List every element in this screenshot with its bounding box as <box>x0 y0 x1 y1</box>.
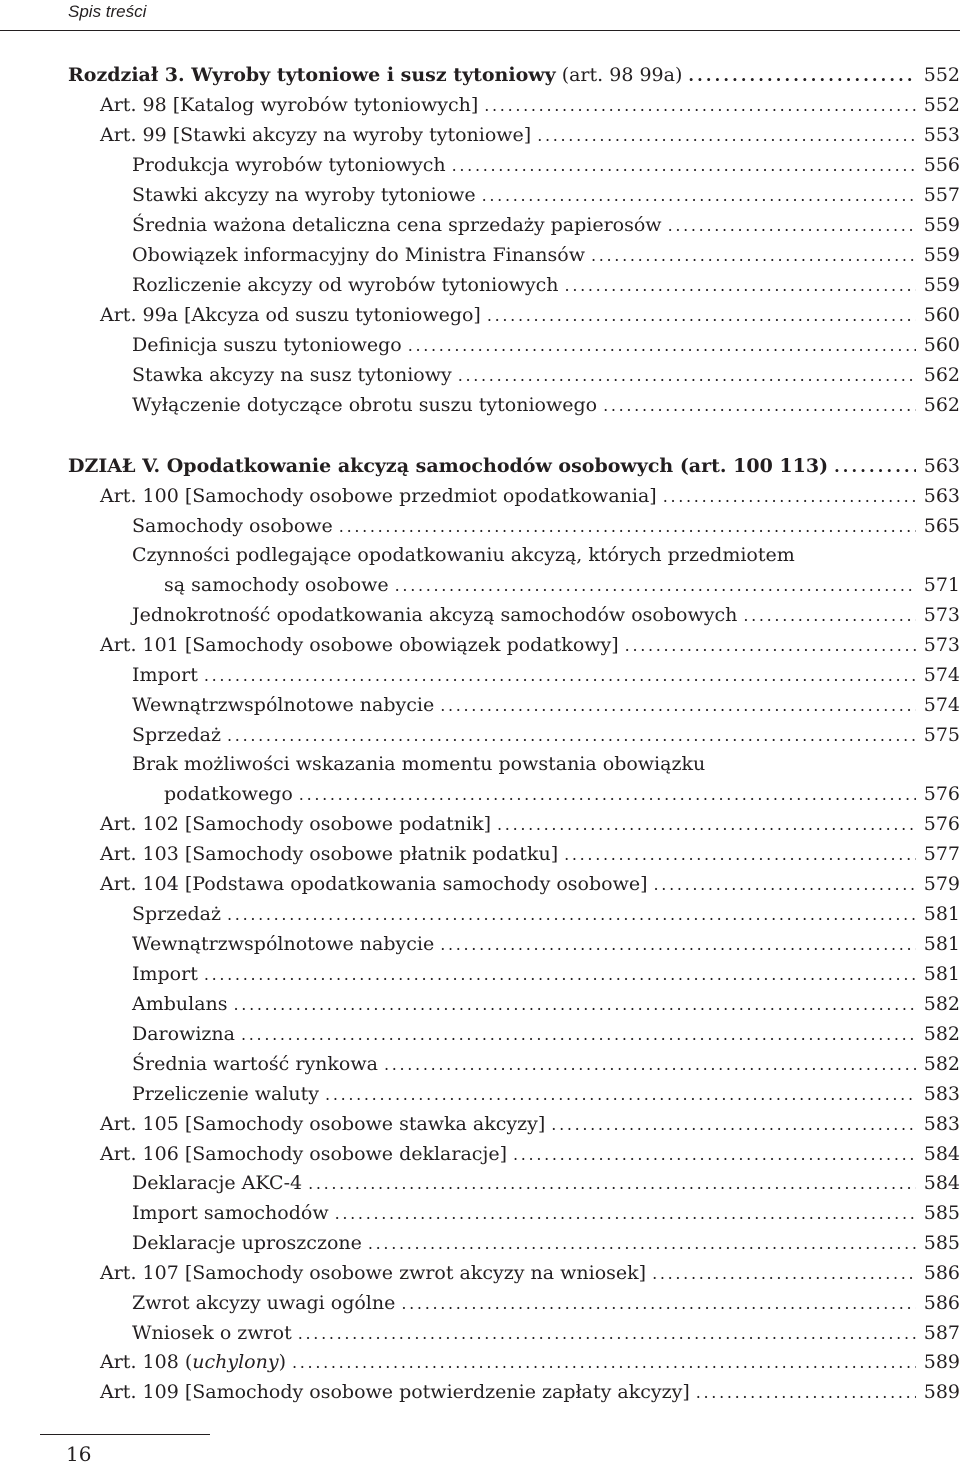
leader-dots <box>408 331 916 361</box>
toc-entry[interactable] <box>100 630 960 660</box>
toc-entry-page: 583 <box>923 1113 960 1135</box>
toc-entry-label: Art. 100 [Samochody osobowe przedmiot opodatkowania] <box>100 485 657 507</box>
toc-entry-label: Import <box>132 664 198 686</box>
toc-entry-page: 552 <box>923 94 960 116</box>
toc-entry-label: Art. 101 [Samochody osobowe obowiązek podatkowy] <box>100 634 619 656</box>
toc-entry-label: Zwrot akcyzy uwagi ogólne <box>132 1292 396 1314</box>
toc-entry-label: Art. 104 [Podstawa opodatkowania samochody osobowe] <box>100 873 648 895</box>
leader-dots <box>384 1050 916 1080</box>
toc-entry-page: 559 <box>923 244 960 266</box>
leader-dots <box>834 452 916 482</box>
leader-dots <box>204 960 916 990</box>
toc-entry[interactable] <box>132 660 960 690</box>
leader-dots <box>688 61 916 91</box>
toc-entry[interactable] <box>132 511 960 541</box>
toc-entry-page: 586 <box>923 1292 960 1314</box>
toc-entry-page: 576 <box>923 783 960 805</box>
toc-entry-label: Sprzedaż <box>132 724 222 746</box>
toc-entry-label: Wewnątrzwspólnotowe nabycie <box>132 933 435 955</box>
toc-entry-label: Wniosek o zwrot <box>132 1322 292 1344</box>
toc-entry-label: Darowizna <box>132 1023 235 1045</box>
toc-entry-label: Stawki akcyzy na wyroby tytoniowe <box>132 184 476 206</box>
leader-dots <box>339 512 916 542</box>
toc-entry-page: 585 <box>923 1232 960 1254</box>
toc-entry[interactable] <box>132 150 960 180</box>
toc-entry[interactable] <box>132 959 960 989</box>
toc-entry-label: Stawka akcyzy na susz tytoniowy <box>132 364 452 386</box>
toc-entry-page: 573 <box>923 604 960 626</box>
leader-dots <box>335 1199 916 1229</box>
toc-entry-page: 589 <box>923 1381 960 1403</box>
leader-dots <box>227 900 916 930</box>
toc-entry-label: Art. 106 [Samochody osobowe deklaracje] <box>100 1143 507 1165</box>
toc-entry[interactable] <box>100 481 960 511</box>
leader-dots <box>227 721 916 751</box>
toc-entry[interactable] <box>100 809 960 839</box>
leader-dots <box>484 91 916 121</box>
toc-entry-label: podatkowego <box>164 783 293 805</box>
toc-entry[interactable] <box>100 869 960 899</box>
toc-entry[interactable] <box>132 989 960 1019</box>
leader-dots <box>401 1289 916 1319</box>
leader-dots <box>299 780 916 810</box>
toc-entry[interactable] <box>100 1258 960 1288</box>
toc-entry[interactable] <box>132 270 960 300</box>
toc-entry[interactable] <box>164 570 960 600</box>
toc-entry-page: 560 <box>923 334 960 356</box>
toc-entry-label: Art. 98 [Katalog wyrobów tytoniowych] <box>100 94 479 116</box>
toc-entry[interactable] <box>132 180 960 210</box>
toc-entry-label: Samochody osobowe <box>132 515 333 537</box>
leader-dots <box>395 571 916 601</box>
toc-entry[interactable] <box>132 600 960 630</box>
toc-entry[interactable] <box>132 1288 960 1318</box>
leader-dots <box>497 810 916 840</box>
toc-entry-label: Art. 105 [Samochody osobowe stawka akcyzy] <box>100 1113 546 1135</box>
toc-entry-page: 581 <box>923 933 960 955</box>
toc-entry[interactable] <box>100 839 960 869</box>
leader-dots <box>308 1169 916 1199</box>
leader-dots <box>654 870 916 900</box>
toc-entry-label: Ambulans <box>132 993 228 1015</box>
leader-dots <box>743 601 916 631</box>
toc-entry[interactable] <box>132 899 960 929</box>
toc-entry-label: Rozliczenie akcyzy od wyrobów tytoniowych <box>132 274 559 296</box>
toc-entry-page: 563 <box>923 455 960 477</box>
header-rule <box>0 30 960 31</box>
toc-entry-label: Jednokrotność opodatkowania akcyzą samochodów osobowych <box>132 604 738 626</box>
toc-entry-label: Wewnątrzwspólnotowe nabycie <box>132 694 435 716</box>
toc-entry-label: Art. 109 [Samochody osobowe potwierdzenie zapłaty akcyzy] <box>100 1381 690 1403</box>
toc-entry-page: 586 <box>923 1262 960 1284</box>
leader-dots <box>487 301 916 331</box>
page-number: 16 <box>66 1442 92 1466</box>
leader-dots <box>204 661 916 691</box>
toc-entry[interactable] <box>100 120 960 150</box>
toc-entry-page: 574 <box>923 694 960 716</box>
toc-entry-label: Czynności podlegające opodatkowaniu akcyzą, których przedmiotem <box>132 544 795 566</box>
toc-entry-page: 557 <box>923 184 960 206</box>
toc-entry-page: 576 <box>923 813 960 835</box>
toc-entry[interactable] <box>132 360 960 390</box>
leader-dots <box>696 1378 916 1408</box>
toc-entry[interactable] <box>132 1019 960 1049</box>
toc-entry[interactable] <box>132 749 960 779</box>
footer-rule <box>40 1434 210 1435</box>
toc-entry-page: 552 <box>923 64 960 86</box>
toc-entry-page: 562 <box>923 364 960 386</box>
toc-entry-page: 565 <box>923 515 960 537</box>
toc-entry-page: 581 <box>923 903 960 925</box>
toc-entry-page: 585 <box>923 1202 960 1224</box>
toc-entry-page: 584 <box>923 1172 960 1194</box>
leader-dots <box>591 241 916 271</box>
toc-entry-label: Obowiązek informacyjny do Ministra Finansów <box>132 244 585 266</box>
leader-dots <box>234 990 916 1020</box>
toc-entry-label: Średnia ważona detaliczna cena sprzedaży papierosów <box>132 214 662 236</box>
leader-dots <box>292 1348 916 1378</box>
toc-entry[interactable] <box>100 1347 960 1377</box>
toc-entry-page: 563 <box>923 485 960 507</box>
toc-entry-label: Brak możliwości wskazania momentu powstania obowiązku <box>132 753 706 775</box>
toc-entry-label: DZIAŁ V. Opodatkowanie akcyzą samochodów osobowych (art. 100 113) <box>68 455 829 477</box>
leader-dots <box>537 121 916 151</box>
toc-entry-label: Art. 99a [Akcyza od suszu tytoniowego] <box>100 304 481 326</box>
toc-entry-label: Art. 103 [Samochody osobowe płatnik podatku] <box>100 843 559 865</box>
leader-dots <box>440 691 916 721</box>
toc-entry-label: Art. 108 (uchylony) <box>100 1351 287 1373</box>
toc-entry[interactable] <box>100 1139 960 1169</box>
toc-entry[interactable] <box>132 1168 960 1198</box>
toc-entry-page: 587 <box>923 1322 960 1344</box>
toc-entry-label: Import <box>132 963 198 985</box>
toc-entry-page: 562 <box>923 394 960 416</box>
leader-dots <box>513 1140 916 1170</box>
toc-entry-label: Rozdział 3. Wyroby tytoniowe i susz tytoniowy (art. 98 99a) <box>68 64 683 86</box>
toc-entry-label: Produkcja wyrobów tytoniowych <box>132 154 446 176</box>
toc-entry-page: 584 <box>923 1143 960 1165</box>
toc-entry[interactable] <box>132 1049 960 1079</box>
leader-dots <box>241 1020 916 1050</box>
toc-entry[interactable] <box>100 300 960 330</box>
leader-dots <box>668 211 916 241</box>
toc-entry-label: Art. 107 [Samochody osobowe zwrot akcyzy na wniosek] <box>100 1262 647 1284</box>
toc-entry-label: Deklaracje uproszczone <box>132 1232 362 1254</box>
toc-entry-page: 575 <box>923 724 960 746</box>
toc-entry[interactable] <box>132 330 960 360</box>
toc-entry[interactable] <box>132 540 960 570</box>
toc-entry[interactable] <box>132 690 960 720</box>
leader-dots <box>368 1229 916 1259</box>
toc-entry[interactable] <box>100 1109 960 1139</box>
toc-entry[interactable] <box>164 779 960 809</box>
toc-entry-page: 573 <box>923 634 960 656</box>
toc-entry-page: 574 <box>923 664 960 686</box>
leader-dots <box>440 930 916 960</box>
toc-entry-page: 582 <box>923 1053 960 1075</box>
toc-entry-label: są samochody osobowe <box>164 574 389 596</box>
toc-entry-page: 581 <box>923 963 960 985</box>
toc-entry-page: 571 <box>923 574 960 596</box>
toc-entry-label: Art. 99 [Stawki akcyzy na wyroby tytoniowe] <box>100 124 532 146</box>
toc-entry[interactable] <box>132 1079 960 1109</box>
leader-dots <box>458 361 916 391</box>
toc-entry[interactable] <box>132 390 960 420</box>
toc-entry-label: Średnia wartość rynkowa <box>132 1053 378 1075</box>
toc-entry-label: Art. 102 [Samochody osobowe podatnik] <box>100 813 492 835</box>
toc-entry[interactable] <box>132 1228 960 1258</box>
toc-entry-page: 582 <box>923 993 960 1015</box>
leader-dots <box>564 840 916 870</box>
toc-entry-page: 560 <box>923 304 960 326</box>
toc-entry[interactable] <box>132 1318 960 1348</box>
leader-dots <box>452 151 916 181</box>
toc-entry[interactable] <box>100 1377 960 1407</box>
leader-dots <box>565 271 916 301</box>
leader-dots <box>625 631 916 661</box>
toc-entry[interactable] <box>132 720 960 750</box>
toc-entry[interactable] <box>132 929 960 959</box>
toc-entry-page: 583 <box>923 1083 960 1105</box>
leader-dots <box>663 482 916 512</box>
toc-entry-page: 559 <box>923 274 960 296</box>
leader-dots <box>298 1319 916 1349</box>
toc-entry-page: 553 <box>923 124 960 146</box>
toc-entry[interactable] <box>100 90 960 120</box>
toc-entry-page: 582 <box>923 1023 960 1045</box>
leader-dots <box>551 1110 916 1140</box>
toc-entry-label: Deklaracje AKC-4 <box>132 1172 303 1194</box>
leader-dots <box>482 181 916 211</box>
toc-entry[interactable] <box>132 1198 960 1228</box>
toc-entry-label: Definicja suszu tytoniowego <box>132 334 402 356</box>
toc-entry-page: 556 <box>923 154 960 176</box>
toc-entry[interactable] <box>132 240 960 270</box>
running-header: Spis treści <box>68 2 147 21</box>
toc-entry[interactable] <box>68 451 960 481</box>
toc-entry-label: Wyłączenie dotyczące obrotu suszu tytoniowego <box>132 394 598 416</box>
toc-entry-label: Przeliczenie waluty <box>132 1083 320 1105</box>
toc-entry[interactable] <box>132 210 960 240</box>
leader-dots <box>603 391 916 421</box>
toc-entry-page: 577 <box>923 843 960 865</box>
toc-entry[interactable] <box>68 60 960 90</box>
toc-entry-page: 579 <box>923 873 960 895</box>
leader-dots <box>325 1080 916 1110</box>
toc-entry-label: Sprzedaż <box>132 903 222 925</box>
toc-entry-page: 589 <box>923 1351 960 1373</box>
leader-dots <box>652 1259 916 1289</box>
toc-entry-page: 559 <box>923 214 960 236</box>
toc-entry-label: Import samochodów <box>132 1202 329 1224</box>
